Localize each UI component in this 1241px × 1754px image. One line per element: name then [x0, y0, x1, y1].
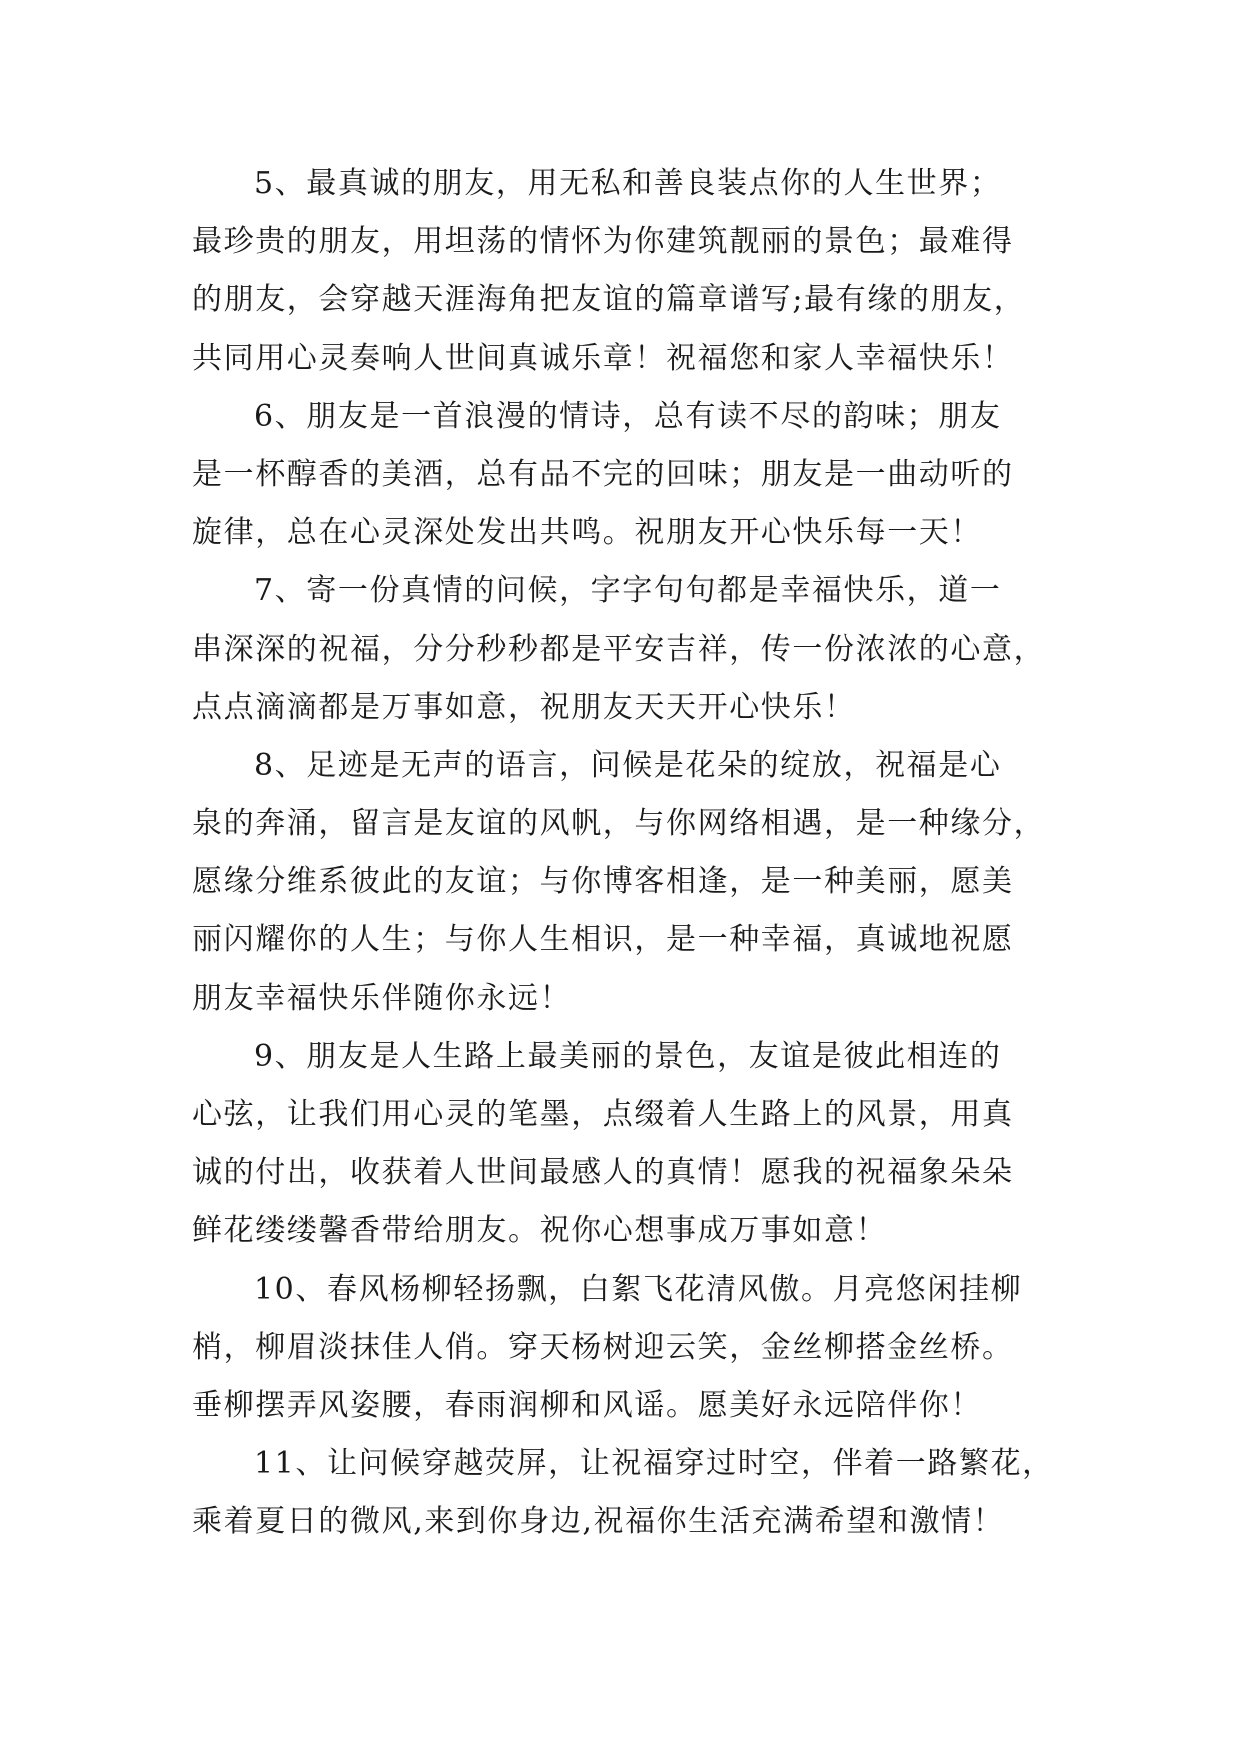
- paragraph-6: [192, 388, 1054, 563]
- text-line: 诚的付出，收获着人世间最感人的真情！愿我的祝福象朵朵: [192, 1155, 1014, 1191]
- text-line: 10、春风杨柳轻扬飘，白絮飞花清风傲。月亮悠闲挂柳: [254, 1271, 1023, 1307]
- text-line: 乘着夏日的微风,来到你身边,祝福你生活充满希望和激情！: [192, 1504, 1005, 1540]
- paragraph-9: [192, 1028, 1054, 1261]
- text-line: 11、让问候穿越荧屏，让祝福穿过时空，伴着一路繁花，: [254, 1446, 1054, 1482]
- document-body: [192, 155, 1054, 1552]
- paragraph-5: [192, 155, 1054, 388]
- paragraph-11: [192, 1435, 1054, 1551]
- paragraph-7: [192, 562, 1054, 737]
- paragraph-10: [192, 1261, 1054, 1436]
- text-line: 7、寄一份真情的问候，字字句句都是幸福快乐，道一: [254, 573, 1002, 609]
- text-line: 最珍贵的朋友，用坦荡的情怀为你建筑靓丽的景色；最难得: [192, 224, 1014, 260]
- text-line: 垂柳摆弄风姿腰，春雨润柳和风谣。愿美好永远陪伴你！: [192, 1387, 982, 1423]
- text-line: 共同用心灵奏响人世间真诚乐章！祝福您和家人幸福快乐！: [192, 340, 1014, 376]
- text-line: 心弦，让我们用心灵的笔墨，点缀着人生路上的风景，用真: [192, 1097, 1014, 1132]
- paragraph-8: [192, 737, 1054, 1028]
- text-line: 丽闪耀你的人生；与你人生相识，是一种幸福，真诚地祝愿: [192, 922, 1014, 958]
- text-line: 旋律，总在心灵深处发出共鸣。祝朋友开心快乐每一天！: [192, 515, 982, 551]
- text-line: 点点滴滴都是万事如意，祝朋友天天开心快乐！: [192, 689, 856, 725]
- text-line: 梢，柳眉淡抹佳人俏。穿天杨树迎云笑，金丝柳搭金丝桥。: [192, 1329, 1014, 1365]
- text-line: 泉的奔涌，留言是友谊的风帆，与你网络相遇，是一种缘分，: [192, 806, 1046, 842]
- text-line: 的朋友，会穿越天涯海角把友谊的篇章谱写;最有缘的朋友，: [192, 282, 1026, 318]
- text-line: 8、足迹是无声的语言，问候是花朵的绽放，祝福是心: [254, 747, 1002, 783]
- text-line: 鲜花缕缕馨香带给朋友。祝你心想事成万事如意！: [192, 1213, 888, 1249]
- text-line: 6、朋友是一首浪漫的情诗，总有读不尽的韵味；朋友: [254, 398, 1002, 434]
- text-line: 是一杯醇香的美酒，总有品不完的回味；朋友是一曲动听的: [192, 456, 1014, 492]
- text-line: 愿缘分维系彼此的友谊；与你博客相逢，是一种美丽，愿美: [192, 864, 1014, 900]
- text-line: 5、最真诚的朋友，用无私和善良装点你的人生世界；: [254, 166, 1002, 201]
- text-line: 串深深的祝福，分分秒秒都是平安吉祥，传一份浓浓的心意，: [192, 631, 1046, 667]
- text-line: 9、朋友是人生路上最美丽的景色，友谊是彼此相连的: [254, 1038, 1002, 1074]
- text-line: 朋友幸福快乐伴随你永远！: [192, 980, 572, 1016]
